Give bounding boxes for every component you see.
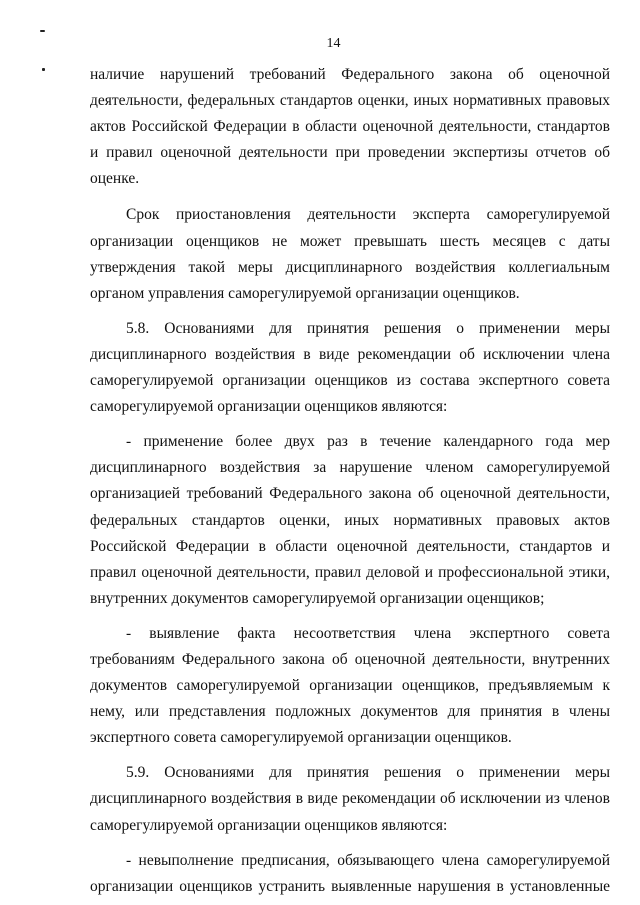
paragraph-suspension-term: Срок приостановления деятельности эксперта саморегулируемой организации оценщиков не может превышать шесть месяцев с даты утверждения такой меры дисциплинарного воздействия коллегиальным органом управления саморегулируемой организации оценщиков. — [90, 206, 610, 302]
scan-speck — [42, 68, 45, 71]
paragraph-continuation: наличие нарушений требований Федерального закона об оценочной деятельности, федеральных стандартов оценки, иных нормативных правовых актов Российской Федерации в области оценочной деятельности, стандартов и правил оценочной деятельности при проведении экспертизы отчетов об оценке. — [90, 66, 610, 188]
list-item-repeated-violations: - применение более двух раз в течение календарного года мер дисциплинарного воздействия за нарушение членом саморегулируемой организацией требований Федерального закона об оценочной деятельности, федеральных стандартов оценки, иных нормативных правовых актов Российской Федерации в области оценочной деятельности, стандартов и правил оценочной деятельности, правил деловой и профессиональной этики, внутренних документов саморегулируемой организации оценщиков; — [90, 433, 610, 607]
list-item-nonconformity: - выявление факта несоответствия члена экспертного совета требованиям Федерального закона об оценочной деятельности, внутренних документов саморегулируемой организации оценщиков, предъявляемым к нему, или представления подложных документов для принятия в члены экспертного совета саморегулируемой организации оценщиков. — [90, 624, 610, 747]
scan-speck — [40, 30, 45, 32]
page-number: 14 — [326, 36, 341, 51]
paragraph-5-9: 5.9. Основаниями для принятия решения о применении меры дисциплинарного воздействия в виде рекомендации об исключении из членов саморегулируемой организации оценщиков являются: — [90, 764, 610, 834]
document-body — [90, 62, 610, 900]
list-item-order-noncompliance: - невыполнение предписания, обязывающего члена саморегулируемой организации оценщиков устранить выявленные нарушения в установленные — [90, 851, 610, 895]
paragraph-5-8: 5.8. Основаниями для принятия решения о применении меры дисциплинарного воздействия в виде рекомендации об исключении члена саморегулируемой организации оценщиков из состава экспертного совета саморегулируемой организации оценщиков являются: — [90, 319, 610, 416]
